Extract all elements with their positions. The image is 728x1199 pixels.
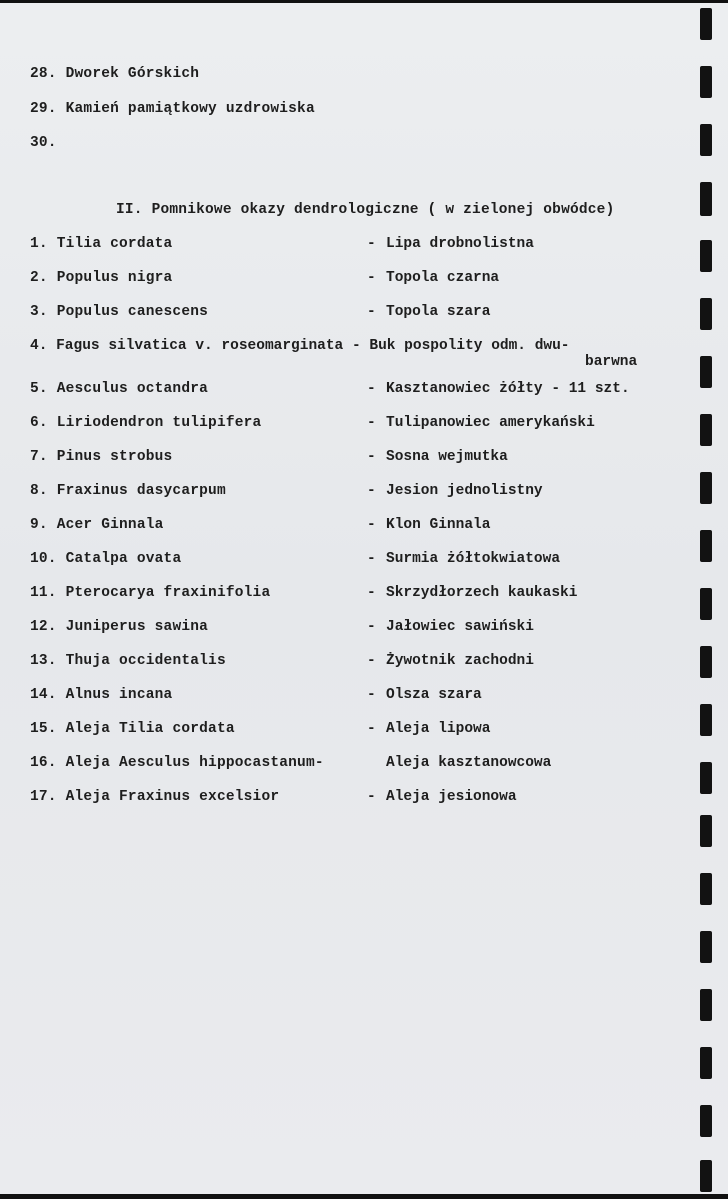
polish-name: Lipa drobnolistna <box>386 236 534 252</box>
separator-dash: - <box>367 789 376 805</box>
document-page <box>0 3 728 1194</box>
separator-dash: - <box>367 381 376 397</box>
list-item: 3. Populus canescens <box>30 304 209 320</box>
separator-dash: - <box>367 236 376 252</box>
list-item: 30. <box>30 135 57 151</box>
separator-dash: - <box>367 304 376 320</box>
separator-dash: - <box>367 721 376 737</box>
list-item: 28. Dworek Górskich <box>30 66 200 82</box>
separator-dash: - <box>367 415 376 431</box>
polish-name: Tulipanowiec amerykański <box>386 415 595 431</box>
registration-mark <box>700 66 712 98</box>
registration-mark <box>700 588 712 620</box>
polish-name: Topola czarna <box>386 270 500 286</box>
polish-name-continuation: barwna <box>585 354 638 370</box>
list-item: 7. Pinus strobus <box>30 449 173 465</box>
list-item: 13. Thuja occidentalis <box>30 653 226 669</box>
list-item: 29. Kamień pamiątkowy uzdrowiska <box>30 101 315 117</box>
polish-name: Skrzydłorzech kaukaski <box>386 585 578 601</box>
polish-name: Topola szara <box>386 304 491 320</box>
list-item: 2. Populus nigra <box>30 270 173 286</box>
list-item: 9. Acer Ginnala <box>30 517 164 533</box>
polish-name: Aleja jesionowa <box>386 789 517 805</box>
separator-dash: - <box>367 483 376 499</box>
registration-mark <box>700 530 712 562</box>
scan-bottom-edge <box>0 1194 728 1199</box>
separator-dash: - <box>367 687 376 703</box>
registration-mark <box>700 762 712 794</box>
list-item: 1. Tilia cordata <box>30 236 173 252</box>
separator-dash: - <box>367 585 376 601</box>
polish-name: Aleja lipowa <box>386 721 491 737</box>
separator-dash: - <box>367 619 376 635</box>
registration-mark <box>700 704 712 736</box>
list-item: 4. Fagus silvatica v. roseomarginata - Buk pospolity odm. dwu- <box>30 338 570 354</box>
registration-mark <box>700 124 712 156</box>
registration-mark <box>700 931 712 963</box>
list-item: 14. Alnus incana <box>30 687 173 703</box>
registration-mark <box>700 472 712 504</box>
polish-name: Kasztanowiec żółty - 11 szt. <box>386 381 630 397</box>
polish-name: Olsza szara <box>386 687 482 703</box>
list-item: 5. Aesculus octandra <box>30 381 209 397</box>
list-item: 10. Catalpa ovata <box>30 551 182 567</box>
list-item: 11. Pterocarya fraxinifolia <box>30 585 271 601</box>
registration-mark <box>700 298 712 330</box>
registration-mark <box>700 989 712 1021</box>
registration-mark <box>700 8 712 40</box>
list-item: 6. Liriodendron tulipifera <box>30 415 262 431</box>
list-item: 16. Aleja Aesculus hippocastanum- <box>30 755 324 771</box>
polish-name: Sosna wejmutka <box>386 449 508 465</box>
section-heading: II. Pomnikowe okazy dendrologiczne ( w zielonej obwódce) <box>116 202 615 218</box>
registration-mark <box>700 873 712 905</box>
list-item: 17. Aleja Fraxinus excelsior <box>30 789 280 805</box>
list-item: 8. Fraxinus dasycarpum <box>30 483 226 499</box>
separator-dash: - <box>367 653 376 669</box>
polish-name: Surmia żółtokwiatowa <box>386 551 561 567</box>
polish-name: Aleja kasztanowcowa <box>386 755 552 771</box>
registration-mark <box>700 1047 712 1079</box>
polish-name: Klon Ginnala <box>386 517 491 533</box>
registration-mark <box>700 240 712 272</box>
polish-name: Jesion jednolistny <box>386 483 543 499</box>
registration-mark <box>700 356 712 388</box>
registration-mark <box>700 182 712 216</box>
separator-dash: - <box>367 270 376 286</box>
registration-mark <box>700 1160 712 1192</box>
separator-dash: - <box>367 449 376 465</box>
registration-mark <box>700 1105 712 1137</box>
list-item: 12. Juniperus sawina <box>30 619 209 635</box>
separator-dash: - <box>367 517 376 533</box>
registration-mark <box>700 646 712 678</box>
registration-marks <box>700 0 714 1199</box>
polish-name: Jałowiec sawiński <box>386 619 534 635</box>
list-item: 15. Aleja Tilia cordata <box>30 721 235 737</box>
polish-name: Żywotnik zachodni <box>386 653 534 669</box>
registration-mark <box>700 815 712 847</box>
registration-mark <box>700 414 712 446</box>
separator-dash: - <box>367 551 376 567</box>
